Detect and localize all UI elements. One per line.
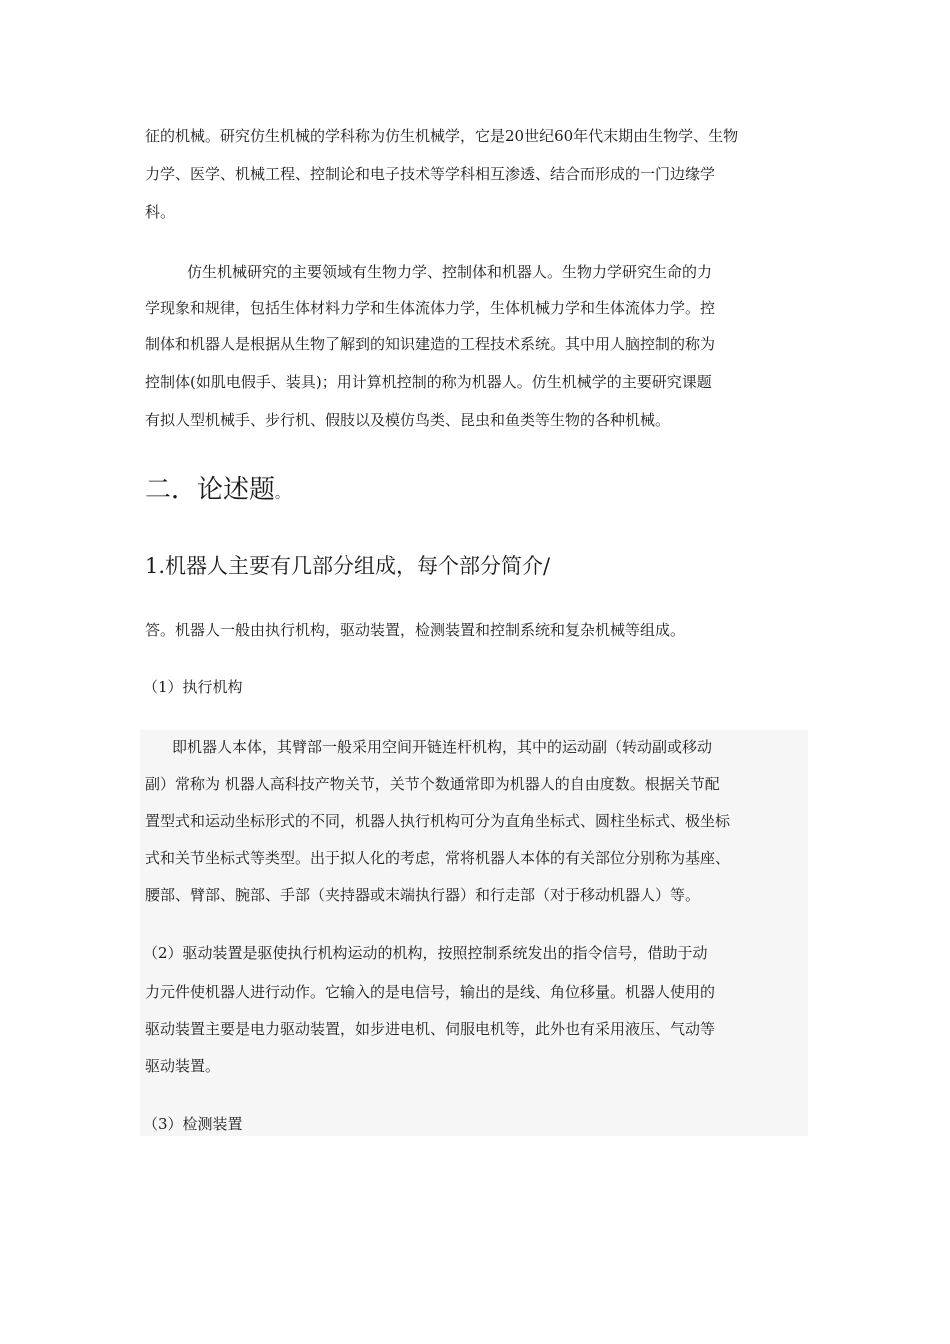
intro-line-1: 征的机械。研究仿生机械的学科称为仿生机械学，它是20世纪60年代末期由生物学、生物 [145, 127, 739, 145]
intro-line-2: 力学、医学、机械工程、控制论和电子技术等学科相互渗透、结合而形成的一门边缘学 [145, 165, 716, 183]
fields-line-5: 有拟人型机械手、步行机、假肢以及模仿鸟类、昆虫和鱼类等生物的各种机械。 [145, 411, 671, 429]
item1-line-1: 即机器人本体，其臂部一般采用空间开链连杆机构，其中的运动副（转动副或移动 [172, 738, 713, 756]
section-heading [145, 474, 289, 510]
item2-line-1: （2）驱动装置是驱使执行机构运动的机构，按照控制系统发出的指令信号，借助于动 [143, 944, 708, 962]
question-heading: 1.机器人主要有几部分组成，每个部分简介/ [145, 554, 551, 578]
fields-line-3: 制体和机器人是根据从生物了解到的知识建造的工程技术系统。其中用人脑控制的称为 [145, 335, 716, 353]
item1-line-5: 腰部、臂部、腕部、手部（夹持器或末端执行器）和行走部（对于移动机器人）等。 [145, 886, 701, 904]
fields-line-4: 控制体(如肌电假手、装具)；用计算机控制的称为机器人。仿生机械学的主要研究课题 [145, 373, 712, 391]
item1-line-3: 置型式和运动坐标形式的不同，机器人执行机构可分为直角坐标式、圆柱坐标式、极坐标 [145, 812, 731, 830]
fields-line-2: 学现象和规律，包括生体材料力学和生体流体力学，生体机械力学和生体流体力学。控 [145, 299, 716, 317]
item1-line-2: 副）常称为 机器人高科技产物关节，关节个数通常即为机器人的自由度数。根据关节配 [145, 775, 720, 793]
item2-line-3: 驱动装置主要是电力驱动装置，如步进电机、伺服电机等，此外也有采用液压、气动等 [145, 1020, 716, 1038]
item1-title: （1）执行机构 [143, 678, 243, 696]
item3-title: （3）检测装置 [143, 1115, 243, 1133]
section-heading-text: 二．论述题 [145, 475, 276, 505]
item2-line-2: 力元件使机器人进行动作。它输入的是电信号，输出的是线、角位移量。机器人使用的 [145, 983, 716, 1001]
section-heading-dot: 。 [275, 486, 290, 502]
item2-line-4: 驱动装置。 [145, 1057, 221, 1075]
item1-line-4: 式和关节坐标式等类型。出于拟人化的考虑，常将机器人本体的有关部位分别称为基座、 [145, 849, 731, 867]
fields-line-1: 仿生机械研究的主要领域有生物力学、控制体和机器人。生物力学研究生命的力 [187, 263, 713, 281]
intro-line-3: 科。 [145, 203, 176, 221]
answer-text: 答。机器人一般由执行机构，驱动装置，检测装置和控制系统和复杂机械等组成。 [145, 621, 686, 639]
